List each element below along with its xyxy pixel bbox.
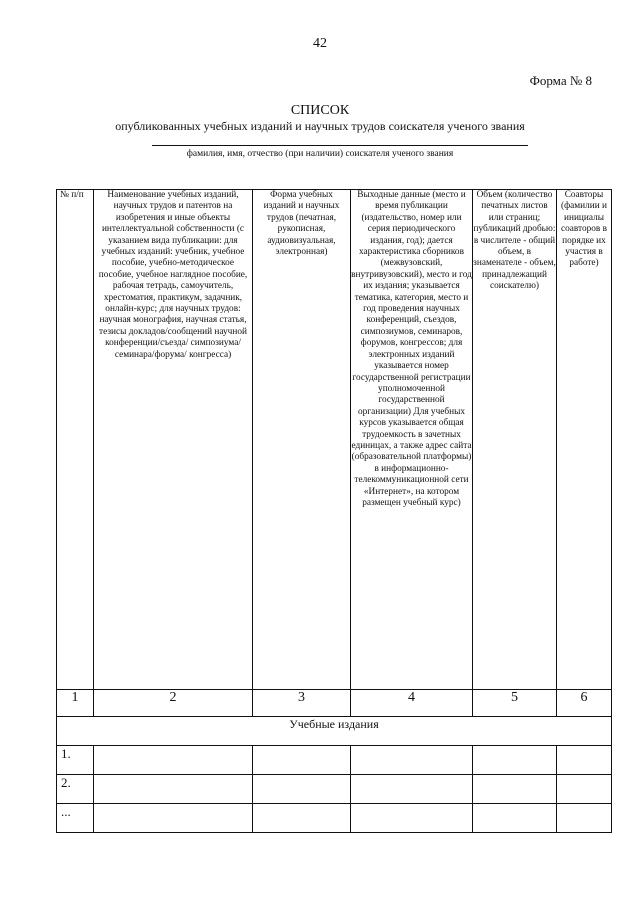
table-cell[interactable] [253,775,351,804]
header-row [57,190,612,690]
table-cell[interactable] [94,746,253,775]
section-title: Учебные издания [57,717,612,746]
table-cell[interactable] [557,775,612,804]
column-number: 1 [57,690,94,717]
column-number-row [57,690,612,717]
document-subtitle: опубликованных учебных изданий и научных трудов соискателя ученого звания [115,119,525,133]
table-cell[interactable] [351,746,473,775]
header-form: Форма учебных изданий и научных трудов (печатная, рукописная, аудиовизуальная, электронная) [253,190,351,690]
table-cell[interactable] [94,775,253,804]
table-cell[interactable] [351,775,473,804]
row-label: ... [57,804,94,833]
column-number: 3 [253,690,351,717]
section-row [57,717,612,746]
form-number: Форма № 8 [529,73,592,88]
table-cell[interactable] [473,775,557,804]
applicant-name-line [152,145,528,146]
page-number: 42 [313,36,327,51]
row-label: 1. [57,746,94,775]
table-row [57,804,612,833]
column-number: 2 [94,690,253,717]
table-cell[interactable] [253,804,351,833]
row-label: 2. [57,775,94,804]
header-output-data: Выходные данные (место и время публикации (издательство, номер или серия периодического издания, год); дается характеристика сборников (межвузовский, внутривузовский), место и год их издания; указывается тематика, категория, место и год проведения научных конференций, съездов, симпозиумов, семинаров, форумов, конгрессов; для электронных изданий указывается номер государственной регистрации уполномоченной государственной организации) Для учебных курсов указывается общая трудоемкость в зачетных единицах, а также адрес сайта (образовательной платформы) в информационно-телекоммуникационной сети «Интернет», на котором размещен учебный курс) [351,190,473,690]
column-number: 6 [557,690,612,717]
document-title: СПИСОК [290,103,350,118]
table-cell[interactable] [557,746,612,775]
publications-table [56,189,612,833]
table-row [57,775,612,804]
table-cell[interactable] [351,804,473,833]
table-cell[interactable] [557,804,612,833]
column-number: 4 [351,690,473,717]
table-row [57,746,612,775]
applicant-name-caption: фамилия, имя, отчество (при наличии) соискателя ученого звания [186,149,454,159]
column-number: 5 [473,690,557,717]
header-volume: Объем (количество печатных листов или страниц; публикаций дробью: в числителе - общий объем, в знаменателе - объем, принадлежащий соискателю) [473,190,557,690]
header-title: Наименование учебных изданий, научных трудов и патентов на изобретения и иные объекты интеллектуальной собственности (с указанием вида публикации: для учебных изданий: учебник, учебное пособие, учебно-методическое пособие, учебное наглядное пособие, рабочая тетрадь, самоучитель, хрестоматия, практикум, задачник, онлайн-курс; для научных трудов: научная монография, научная статья, тезисы докладов/сообщений научной конференции/съезда/ симпозиума/семинара/форума/ конгресса) [94,190,253,690]
table-cell[interactable] [473,746,557,775]
table-cell[interactable] [94,804,253,833]
header-number: № п/п [57,190,94,690]
table-cell[interactable] [253,746,351,775]
table-cell[interactable] [473,804,557,833]
header-coauthors: Соавторы (фамилии и инициалы соавторов в порядке их участия в работе) [557,190,612,690]
